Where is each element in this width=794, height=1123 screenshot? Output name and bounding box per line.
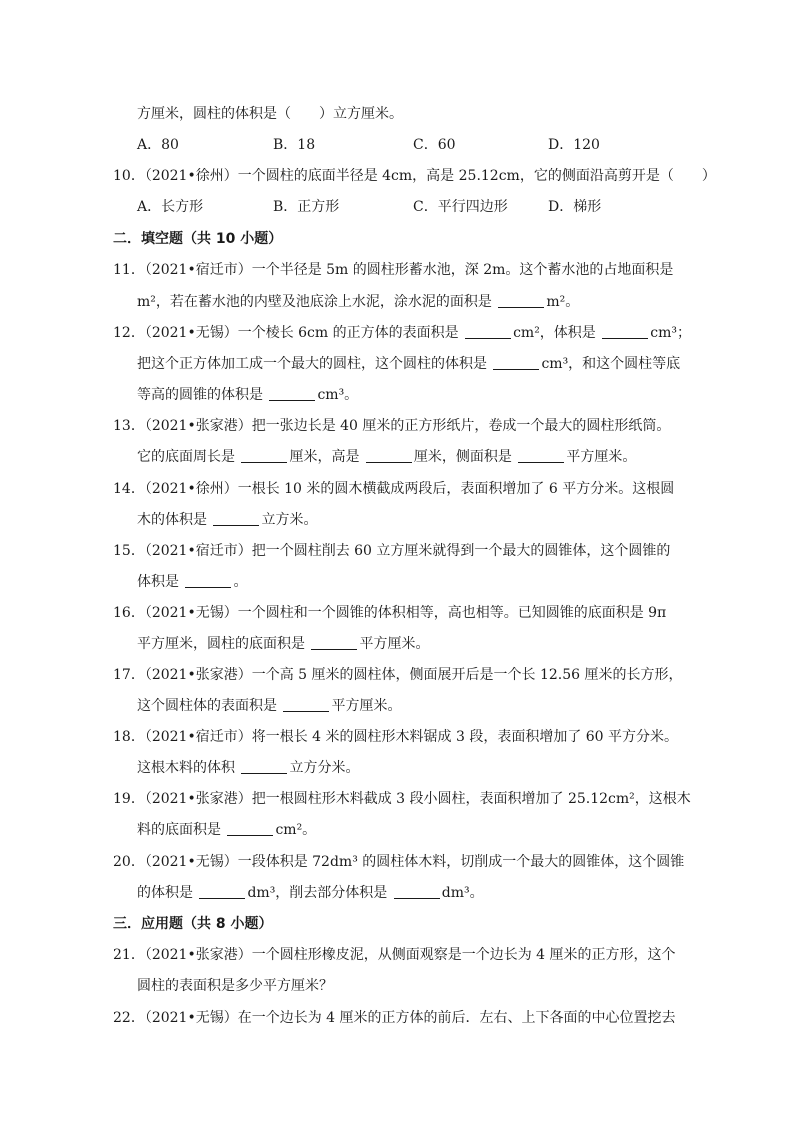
q12-text-a: 12．（2021•无锡）一个棱长 6cm 的正方体的表面积是 (113, 325, 459, 341)
q20-text-c: dm³。 (441, 885, 484, 901)
q21-line1: 21．（2021•张家港）一个圆柱形橡皮泥，从侧面观察是一个边长为 4 厘米的正方形，这个 (113, 947, 676, 963)
q12-text-d: 把这个正方体加工成一个最大的圆柱，这个圆柱的体积是 (137, 356, 487, 372)
q15-line1: 15．（2021•宿迁市）把一个圆柱削去 60 立方厘米就得到一个最大的圆锥体，这个圆锥的 (113, 543, 671, 559)
q15-line2 (137, 572, 247, 592)
q13-text-a: 它的底面周长是 (137, 449, 235, 465)
q13-text-d: 平方厘米。 (566, 449, 637, 465)
q9-option-c[interactable]: C．60 (413, 137, 456, 153)
q12-line1 (113, 323, 691, 343)
q9-option-b[interactable]: B．18 (273, 137, 316, 153)
q22-line1: 22．（2021•无锡）在一个边长为 4 厘米的正方体的前后．左右、上下各面的中心位置挖去 (113, 1010, 676, 1026)
q20-text-a: 的体积是 (137, 885, 193, 901)
q20-line2 (137, 883, 484, 903)
q13-blank-1[interactable] (241, 448, 287, 463)
q13-blank-2[interactable] (366, 448, 412, 463)
q14-blank[interactable] (213, 511, 259, 526)
q18-blank[interactable] (241, 759, 287, 774)
q20-line1: 20．（2021•无锡）一段体积是 72dm³ 的圆柱体木料，切削成一个最大的圆锥体，这个圆锥 (113, 854, 685, 870)
q9-option-d[interactable]: D．120 (548, 137, 600, 153)
q10-option-c[interactable]: C．平行四边形 (413, 199, 508, 215)
q19-line2 (137, 820, 316, 840)
q13-line2 (137, 447, 636, 467)
section-application-title: 三．应用题（共 8 小题） (113, 916, 273, 932)
q16-text-b: 平方厘米。 (359, 636, 430, 652)
q16-line2 (137, 634, 429, 654)
q10-option-d[interactable]: D．梯形 (548, 199, 602, 215)
q13-text-c: 厘米，侧面积是 (413, 449, 512, 465)
q14-text-b: 立方米。 (261, 512, 318, 528)
q12-text-c: cm³； (650, 325, 691, 341)
q17-text-b: 平方厘米。 (331, 698, 402, 714)
q10-option-b[interactable]: B．正方形 (273, 199, 340, 215)
q19-line1: 19．（2021•张家港）把一根圆柱形木料截成 3 段小圆柱，表面积增加了 25.12cm²，这根木 (113, 791, 691, 807)
q9-option-a[interactable]: A．80 (137, 137, 179, 153)
q16-text-a: 平方厘米，圆柱的底面积是 (137, 636, 305, 652)
q20-blank-2[interactable] (394, 884, 440, 899)
q12-line2 (137, 354, 680, 374)
q12-blank-1[interactable] (465, 324, 511, 339)
q10-option-a[interactable]: A．长方形 (137, 199, 204, 215)
q19-blank[interactable] (227, 821, 273, 836)
q15-text-a: 体积是 (137, 574, 179, 590)
q19-text-b: cm²。 (275, 822, 317, 838)
q15-blank[interactable] (185, 573, 231, 588)
q12-blank-3[interactable] (493, 355, 539, 370)
q17-text-a: 这个圆柱体的表面积是 (137, 698, 277, 714)
q14-line1: 14．（2021•徐州）一根长 10 米的圆木横截成两段后，表面积增加了 6 平方分米。这根圆 (113, 481, 675, 497)
q18-line2 (137, 758, 359, 778)
q11-line1: 11．（2021•宿迁市）一个半径是 5m 的圆柱形蓄水池，深 2m。这个蓄水池的占地面积是 (113, 262, 674, 278)
q12-blank-2[interactable] (602, 324, 648, 339)
q11-text-b: m²。 (546, 294, 580, 310)
q21-line2: 圆柱的表面积是多少平方厘米？ (137, 978, 333, 994)
q12-text-b: cm²，体积是 (513, 325, 596, 341)
q12-text-e: cm³，和这个圆柱等底 (541, 356, 681, 372)
q18-text-b: 立方分米。 (289, 760, 360, 776)
q11-blank[interactable] (498, 293, 544, 308)
q17-line1: 17．（2021•张家港）一个高 5 厘米的圆柱体，侧面展开后是一个长 12.56 厘米的长方形， (113, 667, 683, 683)
q17-blank[interactable] (283, 697, 329, 712)
q14-line2 (137, 510, 317, 530)
q12-text-f: 等高的圆锥的体积是 (137, 387, 263, 403)
q20-text-b: dm³，削去部分体积是 (247, 885, 388, 901)
q13-text-b: 厘米，高是 (289, 449, 360, 465)
q13-blank-3[interactable] (518, 448, 564, 463)
q16-line1: 16．（2021•无锡）一个圆柱和一个圆锥的体积相等，高也相等。已知圆锥的底面积是 9π (113, 605, 667, 621)
q18-text-a: 这根木料的体积 (137, 760, 235, 776)
q20-blank-1[interactable] (199, 884, 245, 899)
q11-line2 (137, 292, 579, 312)
question-10: 10．（2021•徐州）一个圆柱的底面半径是 4cm，高是 25.12cm，它的侧面沿高剪开是（ ） (113, 168, 716, 184)
q15-text-b: 。 (233, 574, 248, 590)
q14-text-a: 木的体积是 (137, 512, 207, 528)
q17-line2 (137, 696, 401, 716)
q16-blank[interactable] (311, 635, 357, 650)
q13-line1: 13．（2021•张家港）把一张边长是 40 厘米的正方形纸片，卷成一个最大的圆柱形纸筒。 (113, 418, 671, 434)
q11-text-a: m²，若在蓄水池的内壁及池底涂上水泥，涂水泥的面积是 (137, 294, 492, 310)
q9-tail: 方厘米，圆柱的体积是（ ）立方厘米。 (137, 106, 403, 122)
section-fill-in-title: 二．填空题（共 10 小题） (113, 231, 283, 247)
q18-line1: 18．（2021•宿迁市）将一根长 4 米的圆柱形木料锯成 3 段，表面积增加了 60 平方分米。 (113, 729, 679, 745)
q12-line3 (137, 385, 358, 405)
q12-blank-4[interactable] (269, 386, 315, 401)
q19-text-a: 料的底面积是 (137, 822, 221, 838)
q12-text-g: cm³。 (317, 387, 359, 403)
